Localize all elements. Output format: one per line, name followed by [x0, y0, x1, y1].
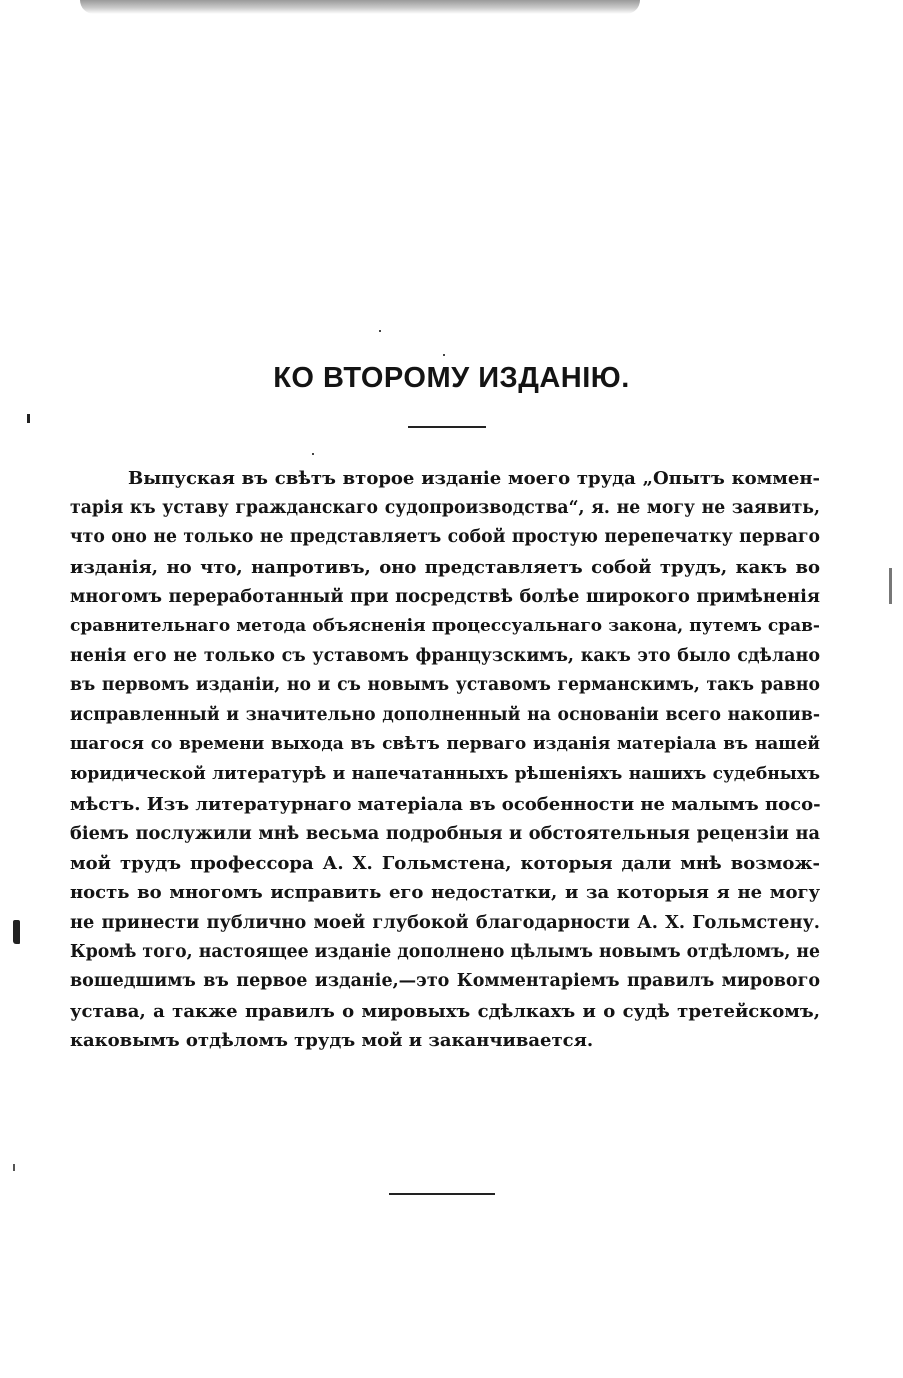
text-line: тарія къ уставу гражданскаго судопроизводства“, я. не могу не заявить,: [70, 497, 820, 518]
scan-speck: [13, 1164, 15, 1171]
text-line: устава, а также правилъ о мировыхъ сдѣлкахъ и о судѣ третейскомъ,: [70, 1000, 820, 1022]
text-line: мѣстъ. Изъ литературнаго матеріала въ особенности не малымъ посо-: [70, 793, 821, 815]
text-line: біемъ послужили мнѣ весьма подробныя и обстоятельныя рецензіи на: [70, 823, 820, 845]
text-line: что оно не только не представляетъ собой простую перепечатку перваго: [70, 527, 820, 548]
scan-edge-mark: [889, 568, 892, 604]
text-line: сравнительнаго метода объясненія процессуальнаго закона, путемъ срав-: [70, 615, 820, 636]
text-line: шагося со времени выхода въ свѣтъ перваго изданія матеріала въ нашей: [70, 734, 820, 755]
scan-speck: [443, 354, 445, 356]
scan-speck: [312, 453, 314, 455]
text-line: исправленный и значительно дополненный на основаніи всего накопив-: [70, 704, 820, 725]
text-line: ность во многомъ исправить его недостатки, и за которыя я не могу: [70, 882, 820, 904]
title-underline: [408, 426, 486, 428]
scan-speck: [27, 414, 30, 423]
scan-top-shadow: [80, 0, 640, 14]
text-line: ненія его не только съ уставомъ французскимъ, какъ это было сдѣлано: [70, 645, 820, 666]
text-line: многомъ переработанный при посредствѣ болѣе широкого примѣненія: [70, 586, 820, 608]
preface-paragraph: [70, 464, 820, 1056]
text-line: вошедшимъ въ первое изданіе,—это Комментаріемъ правилъ мирового: [70, 971, 820, 992]
text-line: Кромѣ того, настоящее изданіе дополнено цѣлымъ новымъ отдѣломъ, не: [70, 941, 820, 962]
text-line: изданія, но что, напротивъ, оно представляетъ собой трудъ, какъ во: [70, 556, 820, 578]
scan-speck: [379, 330, 381, 332]
text-line: мой трудъ профессора А. Х. Гольмстена, которыя дали мнѣ возмож-: [70, 852, 820, 874]
text-line: юридической литературѣ и напечатанныхъ рѣшеніяхъ нашихъ судебныхъ: [70, 763, 820, 784]
text-line: не принести публично моей глубокой благодарности А. Х. Гольмстену.: [70, 911, 820, 933]
page-title: КО ВТОРОМУ ИЗДАНІЮ.: [273, 362, 630, 394]
text-line: въ первомъ изданіи, но и съ новымъ уставомъ германскимъ, такъ равно: [70, 675, 820, 696]
text-line: Выпуская въ свѣтъ второе изданіе моего труда „Опытъ коммен-: [128, 468, 820, 489]
closing-rule: [389, 1193, 495, 1195]
scan-speck: [13, 920, 20, 944]
text-line: каковымъ отдѣломъ трудъ мой и заканчивается.: [70, 1030, 594, 1052]
